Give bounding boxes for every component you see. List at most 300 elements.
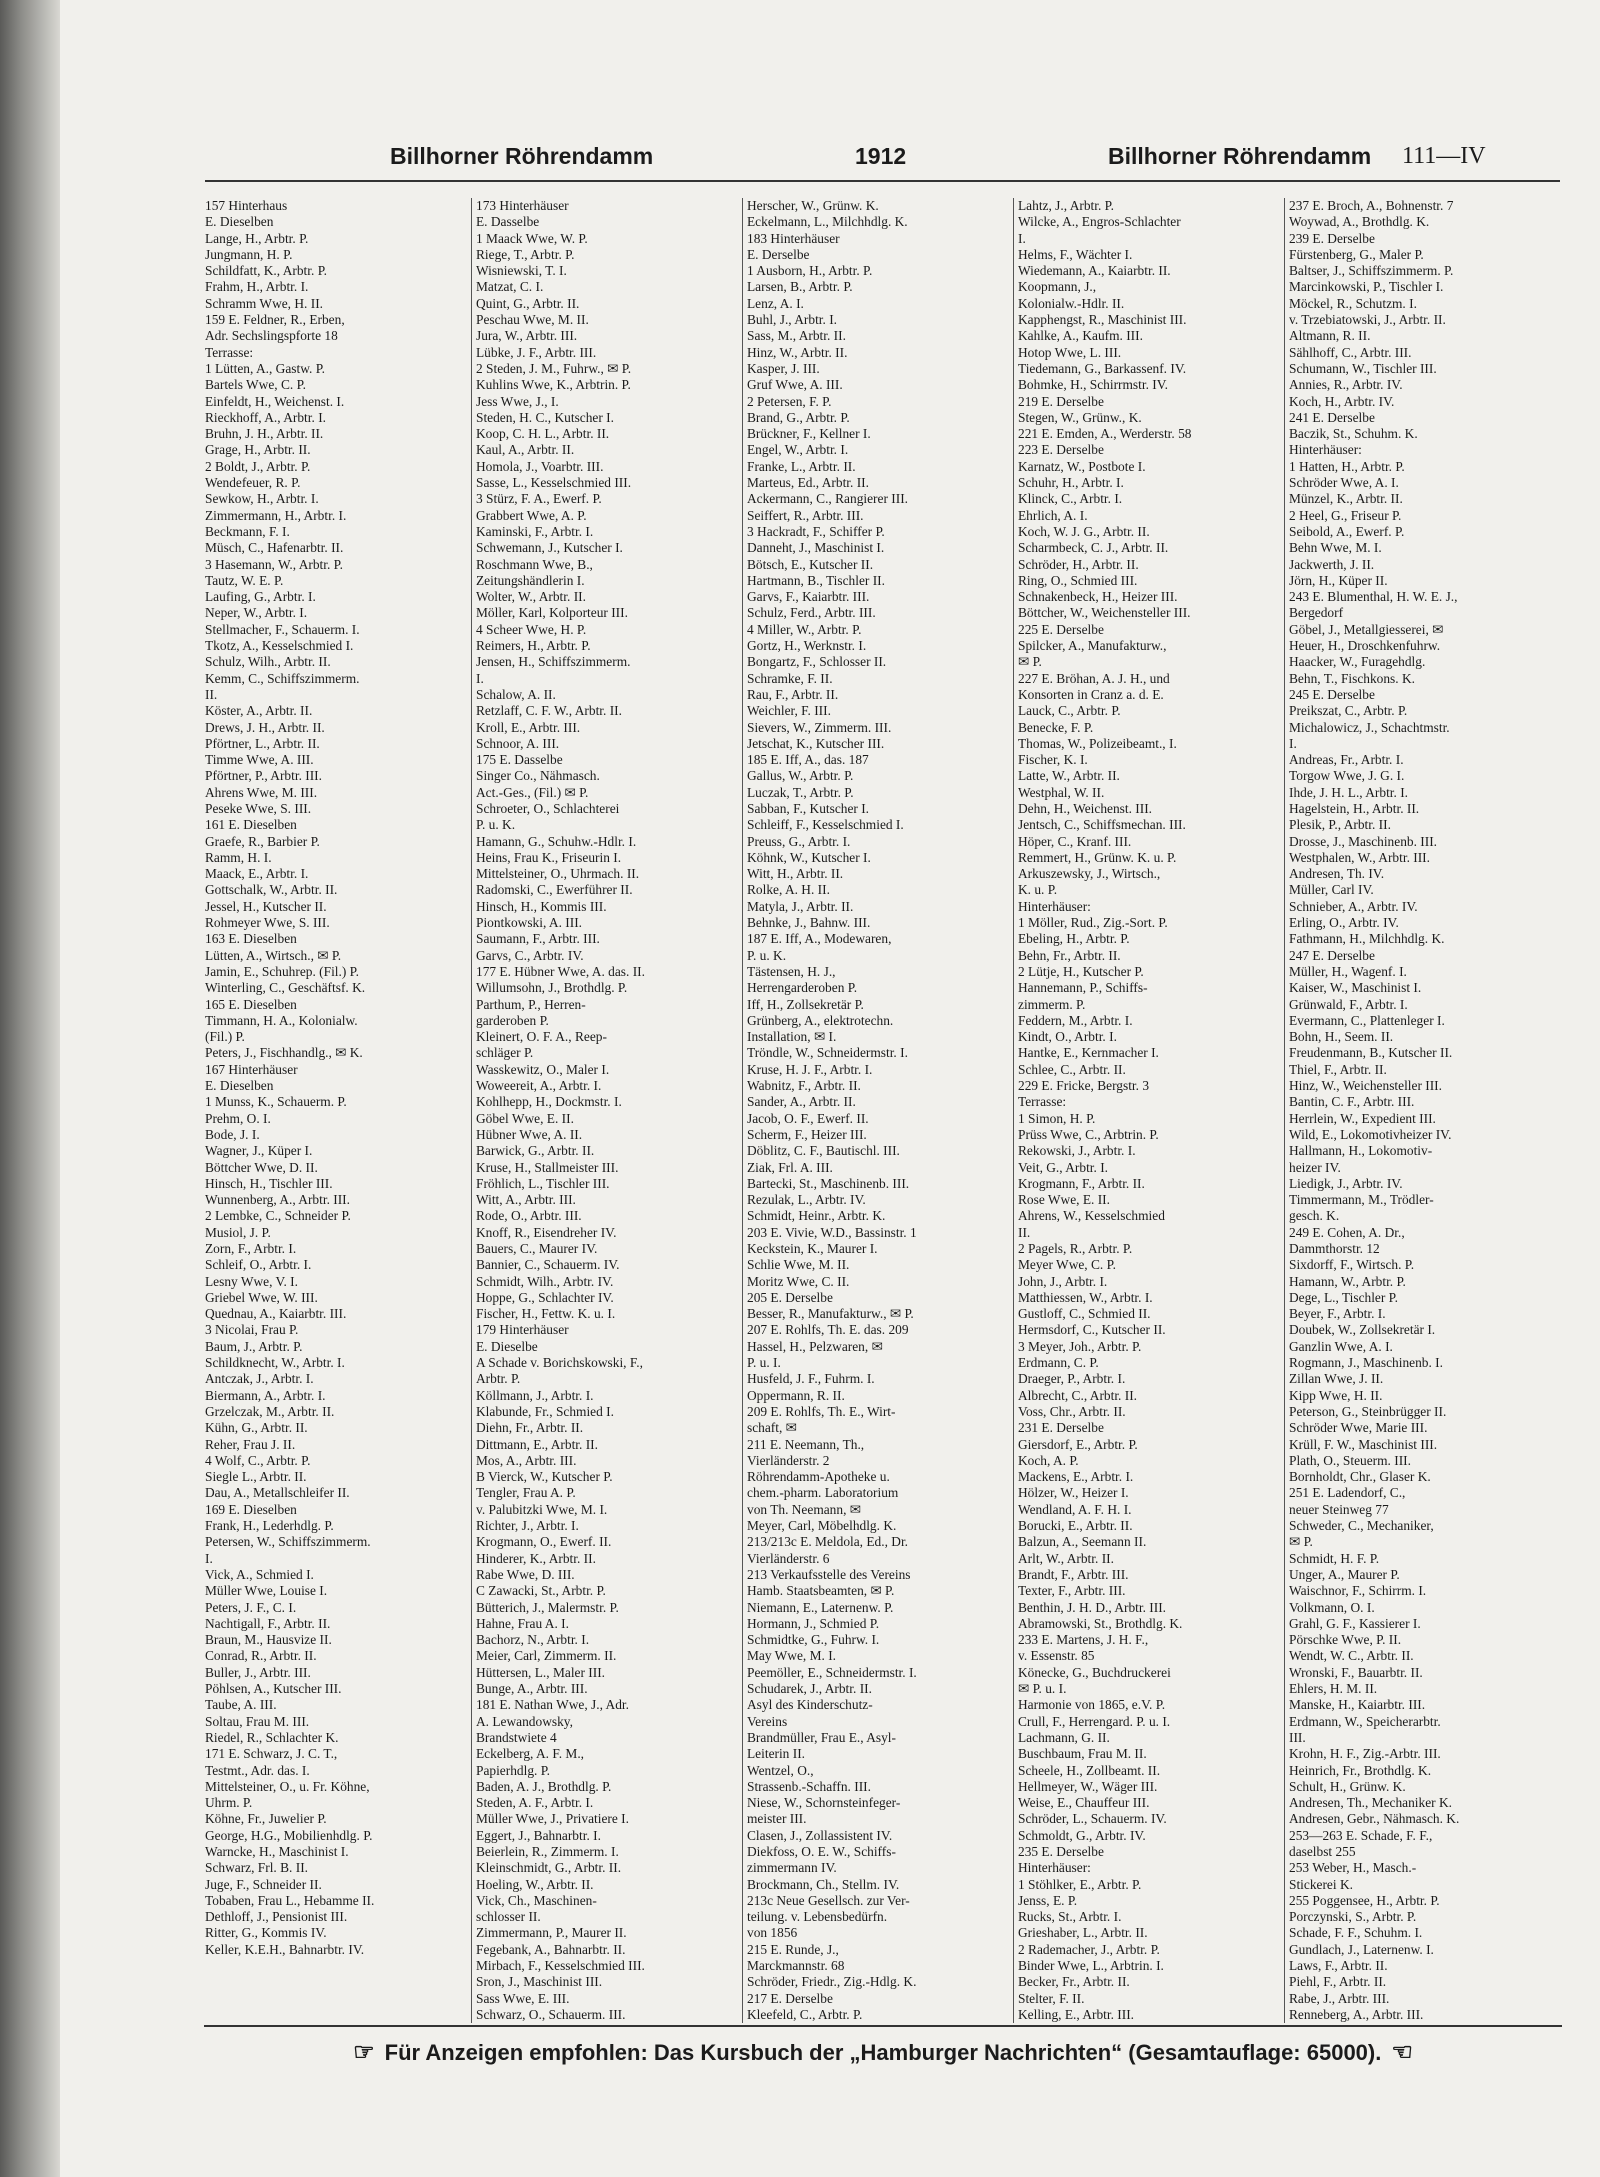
- directory-entry: Schleif, O., Arbtr. I.: [205, 1257, 312, 1273]
- directory-entry: Unger, A., Maurer P.: [1289, 1566, 1400, 1582]
- directory-entry: Grünwald, F., Arbtr. I.: [1289, 996, 1408, 1012]
- directory-entry: Kroll, E., Arbtr. III.: [476, 719, 581, 735]
- directory-entry: Rezulak, L., Arbtr. IV.: [747, 1192, 866, 1208]
- directory-entry: 229 E. Fricke, Bergstr. 3: [1018, 1078, 1150, 1094]
- directory-entry: Fischer, H., Fettw. K. u. I.: [476, 1306, 616, 1322]
- directory-entry: Krogmann, O., Ewerf. II.: [476, 1534, 612, 1550]
- directory-entry: Kahlke, A., Kaufm. III.: [1018, 328, 1143, 344]
- directory-entry: Hamann, W., Arbtr. P.: [1289, 1273, 1406, 1289]
- directory-entry: Schalow, A. II.: [476, 686, 556, 702]
- directory-entry: Beckmann, F. I.: [205, 523, 290, 539]
- directory-entry: Feddern, M., Arbtr. I.: [1018, 1012, 1133, 1028]
- directory-entry: Installation, ✉ I.: [747, 1029, 837, 1045]
- directory-entry: 3 Meyer, Joh., Arbtr. P.: [1018, 1338, 1142, 1354]
- directory-column-1: [205, 198, 463, 2023]
- directory-entry: ✉ P. u. I.: [1018, 1681, 1067, 1697]
- directory-entry: Ramm, H. I.: [205, 849, 272, 865]
- directory-entry: Siegle L., Arbtr. II.: [205, 1469, 307, 1485]
- directory-entry: Hellmeyer, W., Wäger III.: [1018, 1778, 1158, 1794]
- directory-entry: Witt, H., Arbtr. II.: [747, 866, 844, 882]
- directory-entry: Manske, H., Kaiarbtr. III.: [1289, 1697, 1426, 1713]
- directory-entry: Schlee, C., Arbtr. II.: [1018, 1061, 1126, 1077]
- directory-entry: Peschau Wwe, M. II.: [476, 312, 589, 328]
- directory-entry: Wendt, W. C., Arbtr. II.: [1289, 1648, 1414, 1664]
- running-head-year: 1912: [855, 143, 907, 169]
- directory-entry: Terrasse:: [205, 344, 254, 360]
- directory-entry: Koch, H., Arbtr. IV.: [1289, 393, 1395, 409]
- directory-entry: Peemöller, E., Schneidermstr. I.: [747, 1664, 917, 1680]
- directory-entry: Voss, Chr., Arbtr. II.: [1018, 1403, 1126, 1419]
- directory-entry: 157 Hinterhaus: [205, 198, 288, 213]
- directory-entry: 253 Weber, H., Masch.-: [1289, 1860, 1417, 1876]
- directory-entry: Sewkow, H., Arbtr. I.: [205, 491, 319, 507]
- directory-entry: Gottschalk, W., Arbtr. II.: [205, 882, 338, 898]
- directory-entry: Vick, A., Schmied I.: [205, 1566, 314, 1582]
- directory-entry: Jensen, H., Schiffszimmerm.: [476, 654, 631, 670]
- directory-entry: Koop, C. H. L., Arbtr. II.: [476, 426, 610, 442]
- directory-entry: Schwarz, Frl. B. II.: [205, 1860, 309, 1876]
- directory-entry: 2 Petersen, F. P.: [747, 393, 832, 409]
- directory-entry: Bartecki, St., Maschinenb. III.: [747, 1175, 910, 1191]
- directory-entry: Wagner, J., Küper I.: [205, 1143, 313, 1159]
- directory-entry: Möller, Karl, Kolporteur III.: [476, 605, 628, 621]
- directory-entry: Timmann, H. A., Kolonialw.: [205, 1012, 358, 1028]
- directory-entry: Stickerei K.: [1289, 1876, 1353, 1892]
- directory-entry: Rucks, St., Arbtr. I.: [1018, 1909, 1122, 1925]
- directory-entry: 161 E. Dieselben: [205, 817, 297, 833]
- directory-entry: Gruf Wwe, A. III.: [747, 377, 843, 393]
- directory-entry: Bohmke, H., Schirrmstr. IV.: [1018, 377, 1169, 393]
- directory-entry: Mackens, E., Arbtr. I.: [1018, 1469, 1134, 1485]
- directory-entry: Marcinkowski, P., Tischler I.: [1289, 279, 1444, 295]
- directory-entry: Köster, A., Arbtr. II.: [205, 703, 313, 719]
- directory-entry: Franke, L., Arbtr. II.: [747, 458, 856, 474]
- directory-entry: Hotop Wwe, L. III.: [1018, 344, 1122, 360]
- directory-entry: Pförtner, P., Arbtr. III.: [205, 768, 322, 784]
- pointing-hand-right-icon: ☞: [353, 2039, 375, 2066]
- directory-entry: Matzat, C. I.: [476, 279, 544, 295]
- directory-entry: I.: [476, 670, 484, 686]
- directory-entry: Wilcke, A., Engros-Schlachter: [1018, 214, 1181, 230]
- directory-entry: Remmert, H., Grünw. K. u. P.: [1018, 849, 1177, 865]
- directory-entry: E. Derselbe: [747, 246, 810, 262]
- directory-entry: Albrecht, C., Arbtr. II.: [1018, 1387, 1138, 1403]
- directory-entry: Hahne, Frau A. I.: [476, 1615, 569, 1631]
- directory-entry: Lachmann, G. II.: [1018, 1729, 1110, 1745]
- directory-entry: Kipp Wwe, H. II.: [1289, 1387, 1383, 1403]
- directory-entry: Papierhdlg. P.: [476, 1762, 551, 1778]
- directory-entry: 213c Neue Gesellsch. zur Ver-: [747, 1892, 910, 1908]
- directory-entry: Asyl des Kinderschutz-: [747, 1697, 873, 1713]
- directory-entry: Evermann, C., Plattenleger I.: [1289, 1012, 1445, 1028]
- directory-entry: Scharmbeck, C. J., Arbtr. II.: [1018, 540, 1169, 556]
- directory-entry: chem.-pharm. Laboratorium: [747, 1485, 899, 1501]
- directory-entry: Barwick, G., Arbtr. II.: [476, 1143, 595, 1159]
- directory-entry: Seibold, A., Ewerf. P.: [1289, 523, 1405, 539]
- directory-entry: Keckstein, K., Maurer I.: [747, 1241, 878, 1256]
- directory-entry: Grünberg, A., elektrotechn.: [747, 1012, 894, 1028]
- directory-entry: Riedel, R., Schlachter K.: [205, 1729, 339, 1745]
- directory-entry: May Wwe, M. I.: [747, 1648, 837, 1664]
- directory-entry: Jörn, H., Küper II.: [1289, 572, 1388, 588]
- directory-entry: Terrasse:: [1018, 1094, 1067, 1110]
- directory-entry: Köhnk, W., Kutscher I.: [747, 849, 871, 865]
- directory-entry: Erling, O., Arbtr. IV.: [1289, 915, 1399, 931]
- directory-entry: Schlie Wwe, M. II.: [747, 1257, 850, 1273]
- directory-entry: Hartmann, B., Tischler II.: [747, 572, 885, 588]
- directory-column-3: [747, 198, 1005, 2023]
- directory-entry: 249 E. Cohen, A. Dr.,: [1289, 1224, 1405, 1240]
- directory-entry: schaft, ✉: [747, 1420, 797, 1436]
- directory-entry: Schwemann, J., Kutscher I.: [476, 540, 623, 556]
- directory-entry: Homola, J., Voarbtr. III.: [476, 458, 604, 474]
- directory-entry: Knoff, R., Eisendreher IV.: [476, 1224, 617, 1240]
- directory-entry: Reimers, H., Arbtr. P.: [476, 638, 591, 654]
- directory-entry: 221 E. Emden, A., Werderstr. 58: [1018, 426, 1192, 442]
- directory-entry: Rohmeyer Wwe, S. III.: [205, 915, 330, 931]
- directory-entry: Wentzel, O.,: [747, 1762, 814, 1778]
- directory-entry: Freudenmann, B., Kutscher II.: [1289, 1045, 1453, 1061]
- directory-entry: Ritter, G., Kommis IV.: [205, 1925, 327, 1941]
- directory-entry: Meier, Carl, Zimmerm. II.: [476, 1648, 617, 1664]
- directory-entry: Hinterhäuser:: [1018, 898, 1091, 914]
- directory-entry: 167 Hinterhäuser: [205, 1061, 298, 1077]
- directory-entry: Jura, W., Arbtr. III.: [476, 328, 578, 344]
- directory-entry: Hallmann, H., Lokomotiv-: [1289, 1143, 1433, 1159]
- directory-entry: Woywad, A., Brothdlg. K.: [1289, 214, 1430, 230]
- directory-entry: 209 E. Rohlfs, Th. E., Wirt-: [747, 1403, 896, 1419]
- directory-entry: zimmermann IV.: [747, 1860, 837, 1876]
- directory-entry: Bannier, C., Schauerm. IV.: [476, 1257, 620, 1273]
- directory-entry: Möckel, R., Schutzm. I.: [1289, 295, 1417, 311]
- directory-entry: neuer Steinweg 77: [1289, 1501, 1389, 1517]
- directory-entry: II.: [205, 686, 218, 702]
- directory-entry: Westphal, W. II.: [1018, 784, 1105, 800]
- directory-entry: 241 E. Derselbe: [1289, 409, 1375, 425]
- directory-entry: Zeitungshändlerin I.: [476, 572, 585, 588]
- directory-entry: 163 E. Dieselben: [205, 931, 297, 947]
- directory-entry: Koch, A. P.: [1018, 1452, 1079, 1468]
- directory-entry: Schumann, W., Tischler III.: [1289, 360, 1437, 376]
- directory-entry: Bötsch, E., Kutscher II.: [747, 556, 874, 572]
- running-head-right: Billhorner Röhrendamm: [1108, 143, 1372, 169]
- directory-entry: Erdmann, W., Speicherarbtr.: [1289, 1713, 1441, 1729]
- directory-entry: Peters, J., Fischhandlg., ✉ K.: [205, 1045, 363, 1061]
- directory-entry: 215 E. Runde, J.,: [747, 1941, 839, 1957]
- directory-entry: Kolonialw.-Hdlr. II.: [1018, 295, 1125, 311]
- directory-entry: Jentsch, C., Schiffsmechan. III.: [1018, 817, 1186, 833]
- directory-entry: Hermsdorf, C., Kutscher II.: [1018, 1322, 1166, 1338]
- directory-entry: Harmonie von 1865, e.V. P.: [1018, 1697, 1166, 1713]
- directory-entry: Andresen, Th. IV.: [1289, 866, 1385, 882]
- directory-entry: Böttcher Wwe, D. II.: [205, 1159, 318, 1175]
- directory-entry: Renneberg, A., Arbtr. III.: [1289, 2006, 1424, 2022]
- directory-entry: Jungmann, H. P.: [205, 246, 293, 262]
- directory-entry: Ihde, J. H. L., Arbtr. I.: [1289, 784, 1409, 800]
- directory-entry: Piontkowski, A. III.: [476, 915, 583, 931]
- directory-entry: Baden, A. J., Brothdlg. P.: [476, 1778, 612, 1794]
- directory-entry: Hölzer, W., Heizer I.: [1018, 1485, 1129, 1501]
- directory-entry: 177 E. Hübner Wwe, A. das. II.: [476, 963, 645, 979]
- directory-entry: Garvs, C., Arbtr. IV.: [476, 947, 584, 963]
- directory-entry: Buller, J., Arbtr. III.: [205, 1664, 311, 1680]
- directory-entry: Testmt., Adr. das. I.: [205, 1762, 310, 1778]
- directory-entry: Hinz, W., Arbtr. II.: [747, 344, 848, 360]
- directory-entry: 187 E. Iff, A., Modewaren,: [747, 931, 892, 947]
- directory-entry: Hinsch, H., Kommis III.: [476, 898, 607, 914]
- directory-entry: 1 Stöhlker, E., Arbtr. P.: [1018, 1876, 1142, 1892]
- directory-entry: 253—263 E. Schade, F. F.,: [1289, 1827, 1433, 1843]
- directory-entry: Adr. Sechslingspforte 18: [205, 328, 338, 344]
- directory-entry: 1 Hatten, H., Arbtr. P.: [1289, 458, 1405, 474]
- directory-entry: Spilcker, A., Manufakturw.,: [1018, 638, 1167, 654]
- directory-entry: Engel, W., Arbtr. I.: [747, 442, 849, 458]
- directory-entry: v. Trzebiatowski, J., Arbtr. II.: [1289, 312, 1446, 328]
- directory-entry: Ehrlich, A. I.: [1018, 507, 1088, 523]
- directory-entry: Riege, T., Arbtr. P.: [476, 246, 575, 262]
- directory-entry: Dau, A., Metallschleifer II.: [205, 1485, 350, 1501]
- directory-entry: Schröder, H., Arbtr. II.: [1018, 556, 1139, 572]
- directory-entry: Abramowski, St., Brothdlg. K.: [1018, 1615, 1183, 1631]
- directory-entry: Schnieber, A., Arbtr. IV.: [1289, 898, 1418, 914]
- directory-entry: Hamann, G., Schuhw.-Hdlr. I.: [476, 833, 637, 849]
- directory-entry: Schildfatt, K., Arbtr. P.: [205, 263, 328, 279]
- directory-entry: v. Essenstr. 85: [1018, 1648, 1095, 1664]
- directory-entry: Grabbert Wwe, A. P.: [476, 507, 587, 523]
- directory-entry: 173 Hinterhäuser: [476, 198, 569, 213]
- directory-entry: Weichler, F. III.: [747, 703, 831, 719]
- directory-entry: Matyla, J., Arbtr. II.: [747, 898, 854, 914]
- directory-entry: Kühn, G., Arbtr. II.: [205, 1420, 308, 1436]
- directory-entry: Eckelberg, A. F. M.,: [476, 1746, 585, 1762]
- directory-entry: Krüll, F. W., Maschinist III.: [1289, 1436, 1438, 1452]
- directory-entry: schlosser II.: [476, 1909, 541, 1925]
- directory-entry: Uhrm. P.: [205, 1795, 253, 1811]
- directory-entry: 217 E. Derselbe: [747, 1990, 833, 2006]
- directory-entry: Schult, H., Grünw. K.: [1289, 1778, 1406, 1794]
- directory-entry: 205 E. Derselbe: [747, 1289, 833, 1305]
- directory-entry: Mittelsteiner, O., u. Fr. Köhne,: [205, 1778, 370, 1794]
- directory-entry: Schulz, Wilh., Arbtr. II.: [205, 654, 331, 670]
- directory-entry: 171 E. Schwarz, J. C. T.,: [205, 1746, 338, 1762]
- directory-entry: Schramke, F. II.: [747, 670, 833, 686]
- directory-entry: I.: [205, 1550, 213, 1566]
- directory-column-4: [1018, 198, 1276, 2023]
- directory-entry: Heins, Frau K., Friseurin I.: [476, 849, 622, 865]
- directory-entry: Sron, J., Maschinist III.: [476, 1974, 603, 1990]
- directory-entry: Arkuszewsky, J., Wirtsch.,: [1018, 866, 1161, 882]
- directory-entry: 233 E. Martens, J. H. F.,: [1018, 1632, 1149, 1648]
- directory-entry: Mos, A., Arbtr. III.: [476, 1452, 577, 1468]
- directory-entry: George, H.G., Mobilienhdlg. P.: [205, 1827, 373, 1843]
- directory-entry: Texter, F., Arbtr. III.: [1018, 1583, 1126, 1599]
- directory-entry: Jenss, E. P.: [1018, 1892, 1078, 1908]
- directory-entry: 169 E. Dieselben: [205, 1501, 297, 1517]
- directory-entry: Hannemann, P., Schiffs-: [1018, 980, 1148, 996]
- directory-entry: Wild, E., Lokomotivheizer IV.: [1289, 1126, 1452, 1142]
- directory-entry: 4 Wolf, C., Arbtr. P.: [205, 1452, 311, 1468]
- directory-entry: Stellmacher, F., Schauerm. I.: [205, 621, 360, 637]
- directory-entry: Maack, E., Arbtr. I.: [205, 866, 309, 882]
- directory-entry: Schmidt, Heinr., Arbtr. K.: [747, 1208, 886, 1224]
- directory-entry: Besser, R., Manufakturw., ✉ P.: [747, 1306, 914, 1322]
- directory-entry: 207 E. Rohlfs, Th. E. das. 209: [747, 1322, 909, 1338]
- directory-entry: Marckmannstr. 68: [747, 1958, 845, 1974]
- directory-entry: Brandt, F., Arbtr. III.: [1018, 1566, 1129, 1582]
- directory-entry: Torgow Wwe, J. G. I.: [1289, 768, 1405, 784]
- directory-entry: Seiffert, R., Arbtr. III.: [747, 507, 864, 523]
- directory-entry: Lütten, A., Wirtsch., ✉ P.: [205, 947, 342, 963]
- directory-entry: Rabe, J., Arbtr. III.: [1289, 1990, 1390, 2006]
- directory-entry: Jess Wwe, J., I.: [476, 393, 559, 409]
- directory-entry: Liedigk, J., Arbtr. IV.: [1289, 1175, 1403, 1191]
- column-divider: [1284, 198, 1285, 2023]
- directory-entry: Bode, J. I.: [205, 1126, 260, 1142]
- directory-column-2: [476, 198, 734, 2023]
- directory-entry: Bachorz, N., Arbtr. I.: [476, 1632, 590, 1648]
- directory-entry: Koch, W. J. G., Arbtr. II.: [1018, 523, 1150, 539]
- directory-entry: 2 Lütje, H., Kutscher P.: [1018, 963, 1144, 979]
- directory-entry: Radomski, C., Ewerführer II.: [476, 882, 633, 898]
- directory-entry: Bohn, H., Seem. II.: [1289, 1029, 1394, 1045]
- directory-entry: Müller, Carl IV.: [1289, 882, 1374, 898]
- directory-entry: ✉ P.: [1018, 654, 1042, 670]
- directory-entry: Tengler, Frau A. P.: [476, 1485, 576, 1501]
- directory-entry: Wendland, A. F. H. I.: [1018, 1501, 1132, 1517]
- directory-entry: P. u. K.: [747, 947, 787, 963]
- directory-entry: Rabe Wwe, D. III.: [476, 1566, 575, 1582]
- directory-entry: Lenz, A. I.: [747, 295, 804, 311]
- directory-entry: Fürstenberg, G., Maler P.: [1289, 246, 1424, 262]
- directory-entry: Neper, W., Arbtr. I.: [205, 605, 308, 621]
- directory-entry: Plath, O., Steuerm. III.: [1289, 1452, 1411, 1468]
- directory-entry: Draeger, P., Arbtr. I.: [1018, 1371, 1126, 1387]
- directory-entry: Köllmann, J., Arbtr. I.: [476, 1387, 594, 1403]
- directory-entry: Kapphengst, R., Maschinist III.: [1018, 312, 1187, 328]
- directory-entry: v. Palubitzki Wwe, M. I.: [476, 1501, 608, 1517]
- directory-entry: Bongartz, F., Schlosser II.: [747, 654, 887, 670]
- directory-entry: Balzun, A., Seemann II.: [1018, 1534, 1147, 1550]
- directory-entry: Ebeling, H., Arbtr. P.: [1018, 931, 1130, 947]
- directory-entry: Tkotz, A., Kesselschmied I.: [205, 638, 354, 654]
- directory-entry: 2 Heel, G., Friseur P.: [1289, 507, 1402, 523]
- directory-entry: Stelter, F. II.: [1018, 1990, 1085, 2006]
- directory-entry: Act.-Ges., (Fil.) ✉ P.: [476, 784, 589, 800]
- directory-entry: A. Lewandowsky,: [476, 1713, 573, 1729]
- directory-entry: Timme Wwe, A. III.: [205, 752, 314, 768]
- directory-entry: Volkmann, O. I.: [1289, 1599, 1375, 1615]
- directory-entry: 1 Möller, Rud., Zig.-Sort. P.: [1018, 915, 1168, 931]
- directory-entry: Binder Wwe, L., Arbtrin. I.: [1018, 1958, 1164, 1974]
- directory-entry: Schramm Wwe, H. II.: [205, 295, 324, 311]
- directory-entry: 203 E. Vivie, W.D., Bassinstr. 1: [747, 1224, 917, 1240]
- directory-entry: Peters, J. F., C. I.: [205, 1599, 297, 1615]
- directory-entry: Klabunde, Fr., Schmied I.: [476, 1403, 614, 1419]
- directory-entry: Grahl, G. F., Kassierer I.: [1289, 1615, 1421, 1631]
- directory-entry: Bauers, C., Maurer IV.: [476, 1241, 598, 1256]
- directory-entry: Parthum, P., Herren-: [476, 996, 586, 1012]
- directory-entry: Weise, E., Chauffeur III.: [1018, 1795, 1150, 1811]
- directory-entry: Schulz, Ferd., Arbtr. III.: [747, 605, 876, 621]
- directory-entry: Lange, H., Arbtr. P.: [205, 230, 309, 246]
- directory-entry: Woweereit, A., Arbtr. I.: [476, 1078, 602, 1094]
- directory-entry: Warncke, H., Maschinist I.: [205, 1843, 349, 1859]
- directory-entry: Pförtner, L., Arbtr. II.: [205, 735, 320, 751]
- directory-entry: Gustloff, C., Schmied II.: [1018, 1306, 1151, 1322]
- directory-entry: 179 Hinterhäuser: [476, 1322, 569, 1338]
- directory-entry: 237 E. Broch, A., Bohnenstr. 7: [1289, 198, 1454, 213]
- directory-entry: Andreas, Fr., Arbtr. I.: [1289, 752, 1404, 768]
- directory-entry: Laufing, G., Arbtr. I.: [205, 589, 316, 605]
- directory-entry: teilung. v. Lebensbedürfn.: [747, 1909, 888, 1925]
- directory-entry: Brandmüller, Frau E., Asyl-: [747, 1729, 896, 1745]
- directory-entry: 3 Stürz, F. A., Ewerf. P.: [476, 491, 602, 507]
- directory-entry: Wunnenberg, A., Arbtr. III.: [205, 1192, 350, 1208]
- directory-entry: 247 E. Derselbe: [1289, 947, 1375, 963]
- directory-entry: Becker, Fr., Arbtr. II.: [1018, 1974, 1130, 1990]
- directory-entry: Baum, J., Arbtr. P.: [205, 1338, 303, 1354]
- directory-entry: 4 Scheer Wwe, H. P.: [476, 621, 587, 637]
- directory-entry: P. u. K.: [476, 817, 516, 833]
- directory-entry: Bornholdt, Chr., Glaser K.: [1289, 1469, 1431, 1485]
- directory-entry: Vereins: [747, 1713, 788, 1729]
- directory-entry: Sählhoff, C., Arbtr. III.: [1289, 344, 1412, 360]
- directory-entry: Kaul, A., Arbtr. II.: [476, 442, 575, 458]
- directory-entry: Biermann, A., Arbtr. I.: [205, 1387, 326, 1403]
- directory-entry: Gundlach, J., Laternenw. I.: [1289, 1941, 1434, 1957]
- directory-entry: Schnakenbeck, H., Heizer III.: [1018, 589, 1178, 605]
- directory-entry: Scheele, H., Zollbeamt. II.: [1018, 1762, 1161, 1778]
- directory-entry: gesch. K.: [1289, 1208, 1340, 1224]
- directory-entry: 1 Ausborn, H., Arbtr. P.: [747, 263, 873, 279]
- directory-entry: Kohlhepp, H., Dockmstr. I.: [476, 1094, 622, 1110]
- directory-entry: John, J., Arbtr. I.: [1018, 1273, 1108, 1289]
- directory-entry: Plesik, P., Arbtr. II.: [1289, 817, 1391, 833]
- directory-entry: Behn Wwe, M. I.: [1289, 540, 1382, 556]
- directory-entry: 2 Lembke, C., Schneider P.: [205, 1208, 351, 1224]
- directory-entry: Krohn, H. F., Zig.-Arbtr. III.: [1289, 1746, 1441, 1762]
- directory-entry: Dittmann, E., Arbtr. II.: [476, 1436, 598, 1452]
- directory-entry: zimmerm. P.: [1018, 996, 1086, 1012]
- directory-entry: Kuhlins Wwe, K., Arbtrin. P.: [476, 377, 631, 393]
- directory-entry: Richter, J., Arbtr. I.: [476, 1518, 579, 1534]
- directory-entry: Taube, A. III.: [205, 1697, 277, 1713]
- directory-entry: Dammthorstr. 12: [1289, 1241, 1380, 1256]
- directory-entry: Herrengarderoben P.: [747, 980, 858, 996]
- directory-entry: Mirbach, F., Kesselschmied III.: [476, 1958, 645, 1974]
- directory-entry: Saumann, F., Arbtr. III.: [476, 931, 600, 947]
- directory-entry: Sievers, W., Zimmerm. III.: [747, 719, 892, 735]
- directory-entry: 227 E. Bröhan, A. J. H., und: [1018, 670, 1170, 686]
- directory-entry: Erdmann, C. P.: [1018, 1355, 1099, 1371]
- directory-entry: Frank, H., Lederhdlg. P.: [205, 1518, 334, 1534]
- directory-entry: Witt, A., Arbtr. III.: [476, 1192, 576, 1208]
- directory-entry: Kruse, H., Stallmeister III.: [476, 1159, 619, 1175]
- directory-entry: Kleinert, O. F. A., Reep-: [476, 1029, 607, 1045]
- directory-entry: Rau, F., Arbtr. II.: [747, 686, 839, 702]
- directory-entry: 255 Poggensee, H., Arbtr. P.: [1289, 1892, 1440, 1908]
- directory-entry: Schröder, Friedr., Zig.-Hdlg. K.: [747, 1974, 917, 1990]
- directory-entry: I.: [1289, 735, 1297, 751]
- directory-entry: A Schade v. Borichskowski, F.,: [476, 1355, 643, 1371]
- directory-entry: 1 Lütten, A., Gastw. P.: [205, 360, 326, 376]
- directory-entry: Roschmann Wwe, B.,: [476, 556, 593, 572]
- directory-entry: Konsorten in Cranz a. d. E.: [1018, 686, 1164, 702]
- directory-entry: Conrad, R., Arbtr. II.: [205, 1648, 317, 1664]
- directory-entry: E. Dieselbe: [476, 1338, 538, 1354]
- directory-entry: Kasper, J. III.: [747, 360, 820, 376]
- directory-entry: 4 Miller, W., Arbtr. P.: [747, 621, 862, 637]
